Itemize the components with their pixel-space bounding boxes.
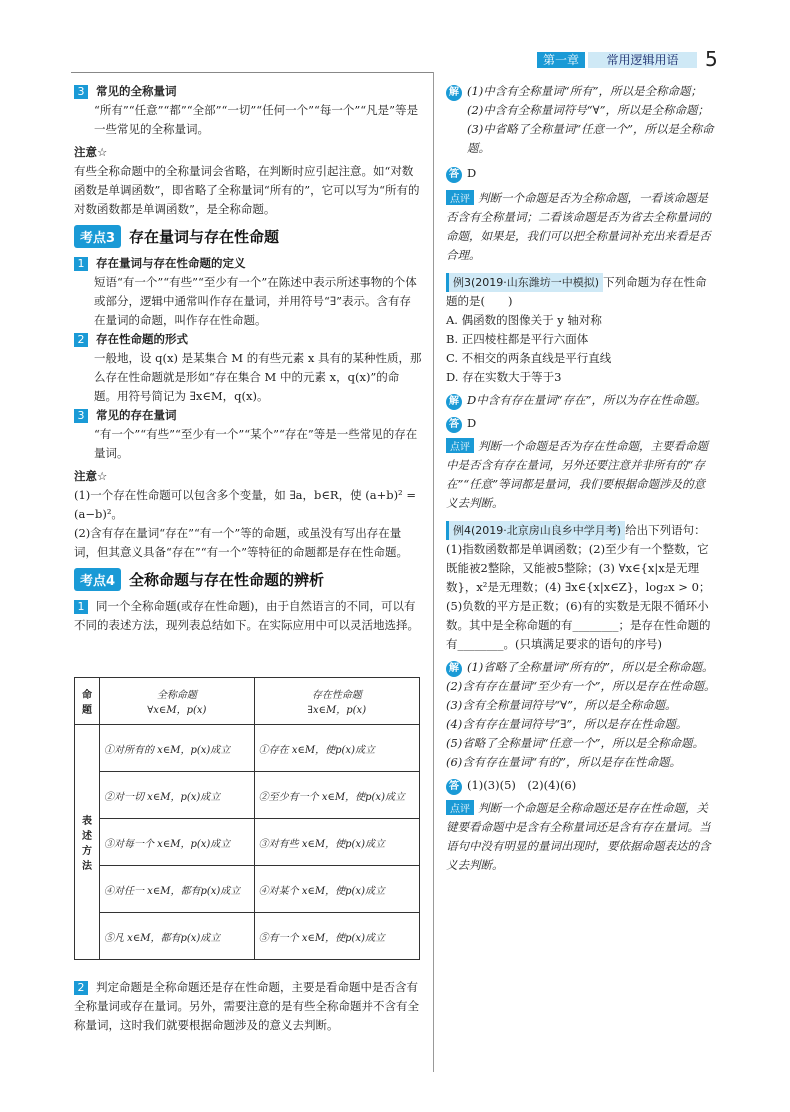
solution-badge: 解 [446, 394, 462, 410]
answer-2 [446, 414, 716, 433]
comment-badge: 点评 [446, 438, 474, 453]
answer-badge: 答 [446, 417, 462, 433]
comment-badge: 点评 [446, 800, 474, 815]
option: C. 不相交的两条直线是平行直线 [446, 351, 612, 365]
table-cell: ⑤凡 x∈M，都有p(x)成立 [100, 913, 255, 960]
section-number: 3 [74, 85, 88, 99]
answer-1 [446, 164, 716, 183]
example-3 [446, 273, 716, 387]
table-corner: 命题 [75, 678, 100, 725]
answer-3 [446, 776, 716, 795]
solution-line: (4)含有存在量词符号“∃”，所以是存在性命题。 [446, 717, 688, 731]
solution-line: (5)省略了全称量词“任意一个”，所以是全称命题。 [446, 736, 705, 750]
paragraph: 同一个全称命题(或存在性命题)，由于自然语言的不同，可以有不同的表述方法，现列表总结如下。在实际应用中可以灵活地选择。 [74, 599, 419, 632]
solution-line: D中含有存在量词“存在”，所以为存在性命题。 [467, 393, 707, 407]
example-question: 给出下列语句：(1)指数函数都是单调函数；(2)至少有一个整数，它既能被2整除，又能被5整除；(3) ∀x∈{x|x是无理数}，x²是无理数；(4) ∃x∈{x|x∈Z}，log₂x > 0；(5)负数的平方是正数；(6)有的实数是无限不循环小数。其中是全称命题的有________；是存在性命题的有________。(只填满足要求的语句的序号) [446, 523, 711, 651]
answer-badge: 答 [446, 779, 462, 795]
paragraph: “有一个”“有些”“至少有一个”“某个”“存在”等是一些常见的存在量词。 [94, 427, 418, 460]
page-header [537, 52, 697, 68]
chapter-label: 第一章 [537, 52, 585, 68]
table-cell: ④对某个 x∈M，使p(x)成立 [254, 866, 419, 913]
solution-line: (3)含有全称量词符号“∀”，所以是全称命题。 [446, 698, 677, 712]
table-cell: ⑤有一个 x∈M，使p(x)成立 [254, 913, 419, 960]
column-divider [433, 72, 434, 1072]
note-label: 注意☆ [74, 145, 108, 159]
section-number: 2 [74, 981, 88, 995]
table-header-universal [100, 678, 255, 725]
option: A. 偶函数的图像关于 y 轴对称 [446, 313, 602, 327]
solution-line: (1)省略了全称量词“所有的”，所以是全称命题。 [467, 660, 714, 674]
header-symbol: ∀x∈M，p(x) [147, 705, 207, 716]
section-number: 1 [74, 257, 88, 271]
example-4 [446, 521, 716, 654]
page-number: 5 [705, 47, 718, 71]
paragraph: (1)一个存在性命题可以包含多个变量，如 ∃a，b∈R，使 (a+b)² = (a−b)²。 [74, 488, 416, 521]
solution-3 [446, 658, 716, 772]
left-bottom [74, 978, 422, 1035]
kaodian-title: 存在量词与存在性命题 [129, 228, 280, 246]
answer-badge: 答 [446, 167, 462, 183]
section-number: 1 [74, 600, 88, 614]
section-number: 2 [74, 333, 88, 347]
solution-badge: 解 [446, 85, 462, 101]
option: B. 正四棱柱都是平行六面体 [446, 332, 589, 346]
paragraph: (2)含有存在量词“存在”“有一个”等的命题，或虽没有写出存在量词，但其意义具备“存在”“有一个”等特征的命题都是存在性命题。 [74, 526, 409, 559]
section-title: 存在性命题的形式 [96, 332, 188, 346]
example-label: 例4(2019·北京房山良乡中学月考) [446, 521, 625, 540]
header-label: 全称命题 [156, 690, 197, 701]
solution-badge: 解 [446, 661, 462, 677]
paragraph: 短语“有一个”“有些”“至少有一个”在陈述中表示所述事物的个体或部分，逻辑中通常叫作存在量词，并用符号“∃”表示。含有存在量词的命题，叫作存在性命题。 [94, 275, 417, 327]
table-cell: ①存在 x∈M，使p(x)成立 [254, 725, 419, 772]
table-cell: ④对任一 x∈M，都有p(x)成立 [100, 866, 255, 913]
paragraph: 判定命题是全称命题还是存在性命题，主要是看命题中是否含有全称量词或存在量词。另外，需要注意的是有些全称命题并不含有全称量词，这时我们就要根据命题涉及的意义去判断。 [74, 980, 419, 1032]
comment-3 [446, 799, 716, 875]
header-symbol: ∃x∈M，p(x) [307, 705, 367, 716]
section-number: 3 [74, 409, 88, 423]
comment-text: 判断一个命题是否为存在性命题，主要看命题中是否含有存在量词，另外还要注意并非所有的“存在”“任意”等词都是量词，我们要根据命题涉及的意义去判断。 [446, 439, 708, 510]
comment-badge: 点评 [446, 190, 474, 205]
table-header-existential [254, 678, 419, 725]
left-column [74, 82, 422, 635]
comparison-table [74, 677, 420, 960]
divider [71, 72, 433, 73]
kaodian-badge: 考点3 [74, 225, 121, 248]
table-cell: ②至少有一个 x∈M，使p(x)成立 [254, 772, 419, 819]
paragraph: 有些全称命题中的全称量词会省略，在判断时应引起注意。如“对数函数是单调函数”，即省略了全称量词“所有的”，它可以写为“所有的对数函数都是单调函数”，是全称命题。 [74, 164, 420, 216]
chapter-title: 常用逻辑用语 [588, 52, 697, 68]
option: D. 存在实数大于等于3 [446, 370, 562, 384]
right-column [446, 82, 716, 875]
section-title: 存在量词与存在性命题的定义 [96, 256, 246, 270]
section-title: 常见的存在量词 [96, 408, 177, 422]
solution-line: (2)含有存在量词“至少有一个”，所以是存在性命题。 [446, 679, 716, 693]
solution-line: (1)中含有全称量词“所有”，所以是全称命题； [467, 84, 703, 98]
solution-line: (6)含有存在量词“有的”，所以是存在性命题。 [446, 755, 682, 769]
table-side-label: 表述方法 [75, 725, 100, 960]
table-cell: ③对每一个 x∈M，p(x)成立 [100, 819, 255, 866]
example-question: 下列命题为存在性命题的是( ) [446, 275, 707, 308]
answer-text: D [467, 416, 477, 430]
note-label: 注意☆ [74, 469, 108, 483]
kaodian-4-header [74, 568, 422, 591]
section-title: 常见的全称量词 [96, 84, 177, 98]
solution-1 [446, 82, 716, 158]
comment-text: 判断一个命题是全称命题还是存在性命题，关键要看命题中是含有全称量词还是含有存在量词。当语句中没有明显的量词出现时，要依据命题表达的含义去判断。 [446, 801, 711, 872]
paragraph: “所有”“任意”“都”“全部”“一切”“任何一个”“每一个”“凡是”等是一些常见的全称量词。 [94, 103, 419, 136]
kaodian-3-header [74, 225, 422, 248]
solution-line: (2)中含有全称量词符号“∀”，所以是全称命题； [467, 103, 709, 117]
table-cell: ②对一切 x∈M，p(x)成立 [100, 772, 255, 819]
answer-text: D [467, 166, 477, 180]
table-cell: ①对所有的 x∈M，p(x)成立 [100, 725, 255, 772]
table-cell: ③对有些 x∈M，使p(x)成立 [254, 819, 419, 866]
solution-2 [446, 391, 716, 410]
solution-line: (3)中省略了全称量词“任意一个”，所以是全称命题。 [467, 122, 714, 155]
kaodian-badge: 考点4 [74, 568, 121, 591]
answer-text: (1)(3)(5) (2)(4)(6) [467, 778, 577, 792]
header-label: 存在性命题 [311, 690, 362, 701]
paragraph: 一般地，设 q(x) 是某集合 M 的有些元素 x 具有的某种性质，那么存在性命题就是形如“存在集合 M 中的元素 x，q(x)”的命题。用符号简记为 ∃x∈M，q(x)。 [94, 351, 422, 403]
comment-1 [446, 189, 716, 265]
comment-text: 判断一个命题是否为全称命题，一看该命题是否含有全称量词；二看该命题是否为省去全称量词的命题，如果是，我们可以把全称量词补充出来看是否合理。 [446, 191, 711, 262]
example-label: 例3(2019·山东潍坊一中模拟) [446, 273, 603, 292]
kaodian-title: 全称命题与存在性命题的辨析 [129, 571, 325, 589]
comment-2 [446, 437, 716, 513]
